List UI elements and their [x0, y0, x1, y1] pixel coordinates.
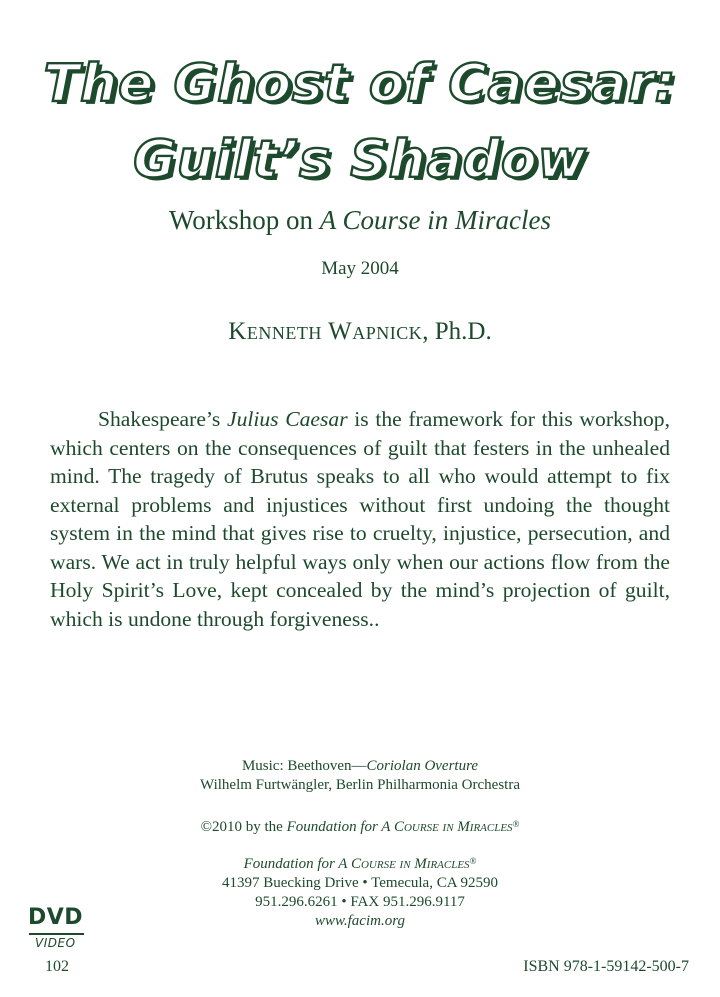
catalog-number: 102 — [45, 958, 69, 975]
publisher-name-italic: Foundation for A — [243, 856, 351, 872]
copyright-org-smallcaps: Course in Miracles — [393, 819, 513, 835]
copyright-symbol: © — [200, 819, 212, 835]
subtitle-prefix: Workshop on — [168, 205, 314, 235]
author-degree: , Ph.D. — [422, 318, 492, 345]
publisher-website-link: www.facim.org — [314, 913, 405, 929]
author — [0, 318, 720, 346]
publisher-name-smallcaps: Course in Miracles — [350, 856, 470, 872]
author-name: Kenneth Wapnick — [228, 318, 423, 345]
description-part-1: Shakespeare’s — [98, 407, 227, 431]
description-play-title: Julius Caesar — [226, 407, 348, 431]
music-performers: Wilhelm Furtwängler, Berlin Philharmonia Orchestra — [200, 777, 520, 793]
title-line-1: The Ghost of Caesar: — [43, 54, 677, 114]
dvd-video-label: VIDEO — [35, 936, 76, 950]
copyright-line — [0, 818, 720, 837]
subtitle-book-title: A Course in Miracles — [319, 205, 552, 235]
music-line — [0, 757, 720, 776]
music-composer: Music: Beethoven— — [241, 758, 367, 774]
subtitle — [0, 205, 720, 236]
music-credits — [0, 757, 720, 795]
publisher-block — [0, 855, 720, 931]
title-line-2: Guilt’s Shadow — [133, 130, 587, 190]
dvd-logo: DVD — [28, 905, 84, 930]
description-part-2: is the framework for this workshop, which centers on the consequences of guilt that festers in the unhealed mind. The tragedy of Brutus speaks to all who would attempt to fix external problems and injustices without first undoing the thought system in the mind that gives rise to cruelty, injustice, persecution, and wars. We act in truly helpful ways only when our actions flow from the Holy Spirit’s Love, kept concealed by the mind’s projection of guilt, which is undone through forgiveness.. — [50, 407, 670, 631]
registered-mark: ® — [512, 819, 520, 829]
copyright-text: 2010 by the — [212, 819, 287, 835]
publisher-website — [0, 912, 720, 931]
publisher-name — [0, 855, 720, 874]
registered-mark: ® — [469, 856, 477, 866]
publisher-phone: 951.296.6261 • FAX 951.296.9117 — [255, 894, 465, 910]
workshop-date: May 2004 — [321, 258, 399, 279]
isbn: ISBN 978-1-59142-500-7 — [523, 958, 689, 975]
copyright-org: Foundation for A — [286, 819, 394, 835]
dvd-logo-rule — [29, 933, 84, 935]
description-paragraph — [50, 405, 670, 633]
publisher-address: 41397 Buecking Drive • Temecula, CA 92590 — [222, 875, 498, 891]
music-piece: Coriolan Overture — [366, 758, 479, 774]
